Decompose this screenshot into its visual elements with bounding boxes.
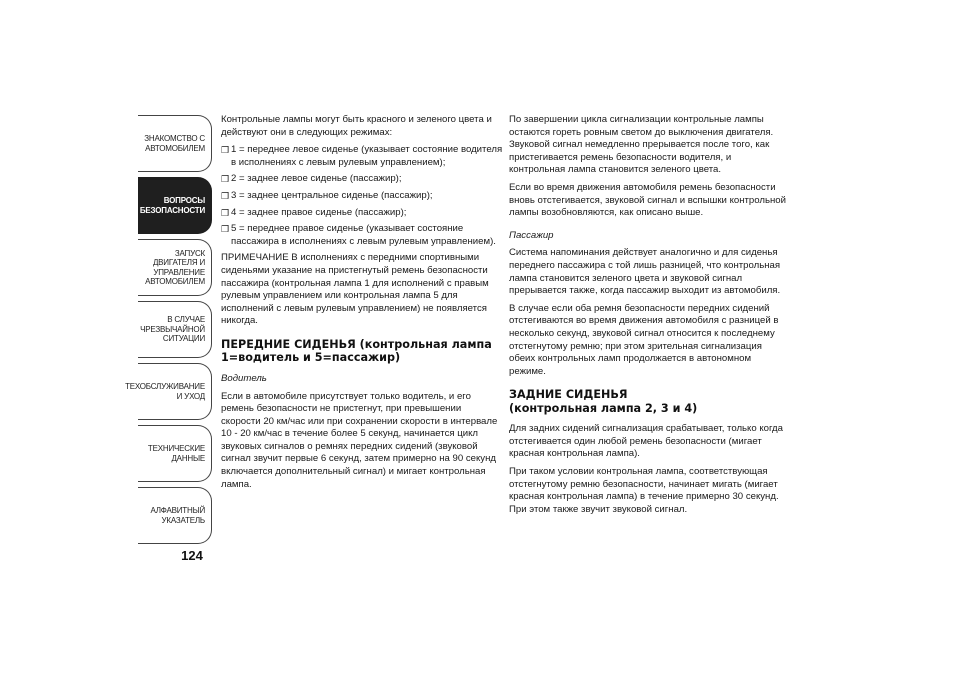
list-item — [221, 190, 503, 203]
list-item — [221, 173, 503, 186]
list-item-text: 5 = переднее правое сиденье (указывает состояние пассажира в исполнениях с левым рулевым управлением). — [231, 223, 496, 247]
right-column — [509, 114, 787, 521]
tab-vehicle-intro[interactable]: ЗНАКОМСТВО С АВТОМОБИЛЕМ — [138, 115, 212, 172]
list-item — [221, 223, 503, 248]
list-item-text: 1 = переднее левое сиденье (указывает состояние водителя в исполнениях с левым рулевым управлением); — [231, 144, 503, 168]
list-item-text: 4 = заднее правое сиденье (пассажир); — [231, 206, 407, 218]
paragraph: В случае если оба ремня безопасности передних сидений отстегиваются во время движения автомобиля с разницей в несколько секунд, звуковой сигнал относится к последнему отстегнутому ремню; при этом зрительная сигнализация обеих контрольных ламп продолжается в автономном режиме. — [509, 302, 779, 377]
driver-paragraph: Если в автомобиле присутствует только водитель, и его ремень безопасности не пристегнут, при превышении скорости 20 км/час или при сохранении скорости в интервале 10 - 20 км/час в течение более 5 секунд, начинается цикл звуковых сигналов о ремнях передних сидений (звуковой сигнал звучит первые 6 секунд, затем примерно на 90 секунд включается дополнительный сигнал) и мигает контрольная лампа. — [221, 390, 498, 490]
list-item-text: 3 = заднее центральное сиденье (пассажир); — [231, 189, 433, 201]
checkbox-bullet-icon: ❒ — [221, 145, 230, 156]
paragraph: Система напоминания действует аналогично и для сиденья переднего пассажира с той лишь разницей, что контрольная лампа становится зеленого цвета и звуковой сигнал прерывается также, когда пассажир выходит из автомобиля. — [509, 247, 781, 297]
tab-index[interactable]: АЛФАВИТНЫЙ УКАЗАТЕЛЬ — [138, 487, 212, 544]
list-item-text: 2 = заднее левое сиденье (пассажир); — [231, 173, 402, 185]
intro-paragraph: Контрольные лампы могут быть красного и зеленого цвета и действуют они в следующих режимах: — [221, 114, 492, 138]
list-item — [221, 144, 503, 169]
paragraph: Если во время движения автомобиля ремень безопасности вновь отстегивается, звуковой сигнал и вспышки контрольной лампы возобновляются, как описано выше. — [509, 181, 786, 219]
section-heading-rear-seats: ЗАДНИЕ СИДЕНЬЯ (контрольная лампа 2, 3 и 4) — [509, 388, 698, 415]
subheading-driver: Водитель — [221, 372, 267, 384]
tab-emergency[interactable]: В СЛУЧАЕ ЧРЕЗВЫЧАЙНОЙ СИТУАЦИИ — [138, 301, 212, 358]
tab-technical-data[interactable]: ТЕХНИЧЕСКИЕ ДАННЫЕ — [138, 425, 212, 482]
note-paragraph: ПРИМЕЧАНИЕ В исполнениях с передними спортивными сиденьями указание на пристегнутый ремень безопасности пассажира (контрольная лампа 1 для исполнений с правым рулевым управлением или контрольная лампа 5 для исполнений с левым рулевым управлением) не появляется никогда. — [221, 252, 489, 327]
page-number: 124 — [181, 548, 203, 563]
list-item — [221, 207, 503, 220]
checkbox-bullet-icon: ❒ — [221, 174, 230, 185]
paragraph: Для задних сидений сигнализация срабатывает, только когда отстегивается один любой ремень безопасности (мигает красная контрольная лампа). — [509, 423, 783, 460]
checkbox-bullet-icon: ❒ — [221, 224, 230, 235]
checkbox-bullet-icon: ❒ — [221, 190, 230, 201]
paragraph: При таком условии контрольная лампа, соответствующая отстегнутому ремню безопасности, начинает мигать (мигает красная контрольная лампа) в течение примерно 30 секунд. При этом также звучит звуковой сигнал. — [509, 466, 779, 515]
left-column — [221, 114, 503, 496]
section-heading-front-seats: ПЕРЕДНИЕ СИДЕНЬЯ (контрольная лампа 1=водитель и 5=пассажир) — [221, 337, 492, 365]
checkbox-bullet-icon: ❒ — [221, 207, 230, 218]
tab-safety[interactable]: ВОПРОСЫ БЕЗОПАСНОСТИ — [138, 177, 212, 234]
paragraph: По завершении цикла сигнализации контрольные лампы остаются гореть ровным светом до выключения двигателя. Звуковой сигнал немедленно прерывается после того, как пристегивается ремень безопасности водителя, и контрольная лампа становится зеленого цвета. — [509, 114, 774, 176]
tab-starting-driving[interactable]: ЗАПУСК ДВИГАТЕЛЯ И УПРАВЛЕНИЕ АВТОМОБИЛЕМ — [138, 239, 212, 296]
tab-maintenance[interactable]: ТЕХОБСЛУЖИВАНИЕ И УХОД — [138, 363, 212, 420]
subheading-passenger: Пассажир — [509, 229, 554, 241]
